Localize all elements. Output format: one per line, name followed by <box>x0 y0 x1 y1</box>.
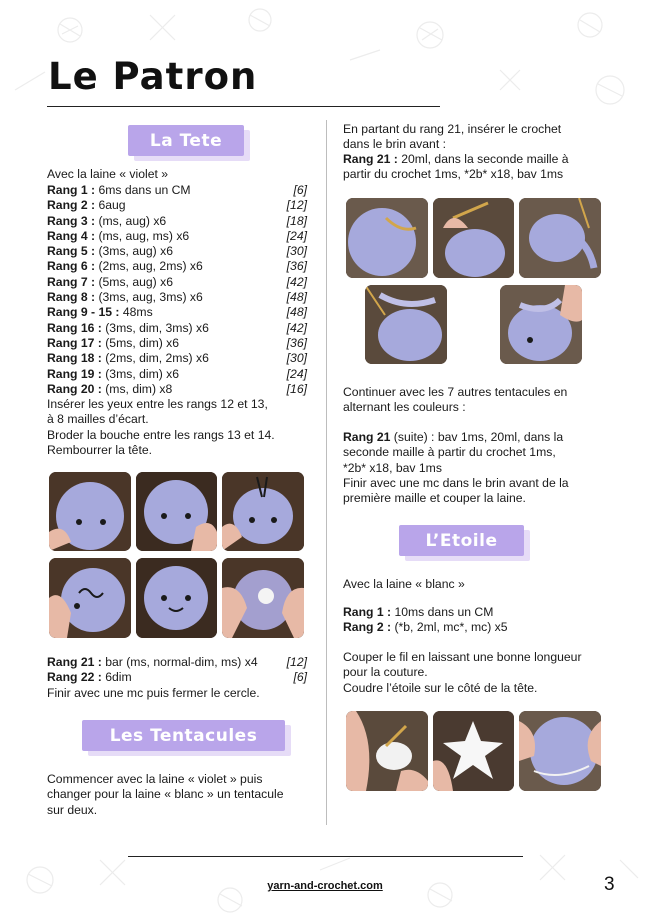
photo-head-front <box>49 472 131 551</box>
photo-tentacle-5 <box>500 285 582 364</box>
row-label: Rang 2 : <box>47 198 96 213</box>
row-instruction <box>47 290 203 305</box>
row-instruction <box>47 305 153 320</box>
row-label: Rang 21 : <box>47 655 102 669</box>
row-instruction <box>47 351 209 366</box>
row-stitch-count: [48] <box>286 290 307 305</box>
page-number: 3 <box>604 874 615 895</box>
row-label: Rang 1 : <box>343 605 392 619</box>
row-stitch-count: [24] <box>286 366 307 381</box>
pattern-row <box>47 655 307 670</box>
text-line: alternant les couleurs : <box>343 400 466 415</box>
row-instruction <box>47 198 126 213</box>
section-badge-etoile <box>399 525 524 556</box>
pattern-row <box>343 620 613 635</box>
pattern-row <box>47 321 307 336</box>
text-line: pour la couture. <box>343 665 428 680</box>
pattern-row <box>47 336 307 351</box>
photo-head-stuffing <box>222 472 304 551</box>
text-line <box>343 430 613 445</box>
tentacule-rang-21-suite <box>343 430 613 476</box>
row-instruction <box>47 214 166 229</box>
row-stitch-count: [6] <box>293 670 307 685</box>
photo-star-2 <box>433 711 514 791</box>
tete-rows-after-list <box>47 655 307 686</box>
text-line: seconde maille à partir du crochet 1ms, <box>343 445 556 460</box>
text-line: changer pour la laine « blanc » un tentacule <box>47 787 284 802</box>
row-text: 48ms <box>119 305 153 320</box>
text-line: Commencer avec la laine « violet » puis <box>47 772 263 786</box>
pattern-row <box>47 259 307 274</box>
row-text: 6dim <box>101 670 132 685</box>
section-heading-tentacules: Les Tentacules <box>82 720 285 751</box>
row-label: Rang 16 : <box>47 320 102 335</box>
row-label: Rang 22 : <box>47 670 102 685</box>
photo-tentacle-1 <box>346 198 428 278</box>
website-link[interactable]: yarn-and-crochet.com <box>267 880 383 892</box>
row-text: (3ms, dim, 3ms) x6 <box>101 320 209 335</box>
pattern-row <box>47 670 307 685</box>
row-stitch-count: [30] <box>286 351 307 366</box>
text-line <box>343 152 613 167</box>
row-instruction <box>343 605 493 620</box>
row-stitch-count: [6] <box>293 183 307 197</box>
text-line: Continuer avec les 7 autres tentacules en <box>343 385 568 399</box>
row-stitch-count: [12] <box>286 198 307 213</box>
row-label: Rang 18 : <box>47 351 102 366</box>
row-text: (5ms, aug) x6 <box>95 274 173 289</box>
row-text: (3ms, dim) x6 <box>101 366 180 381</box>
section-badge-tentacules <box>82 720 285 751</box>
tete-intro: Avec la laine « violet » <box>47 167 169 181</box>
row-text: (3ms, aug, 3ms) x6 <box>95 290 203 305</box>
photo-head-eyes <box>136 472 217 551</box>
tete-finish: Finir avec une mc puis fermer le cercle. <box>47 686 260 700</box>
pattern-row <box>47 367 307 382</box>
section-heading-etoile: L’Etoile <box>399 525 524 556</box>
text-line: dans le brin avant : <box>343 137 446 152</box>
row-text: (ms, aug, ms) x6 <box>95 228 190 243</box>
photo-star-1 <box>346 711 428 791</box>
page-title: Le Patron <box>48 55 258 98</box>
row-stitch-count: [36] <box>286 335 307 350</box>
text-line: *2b* x18, bav 1ms <box>343 460 442 475</box>
photo-tentacle-4 <box>365 285 447 364</box>
row-label: Rang 6 : <box>47 259 96 274</box>
section-badge-tete <box>128 125 244 156</box>
row-stitch-count: [30] <box>286 244 307 259</box>
row-text: (*b, 2ml, mc*, mc) x5 <box>391 620 508 635</box>
etoile-rows-list <box>343 605 613 636</box>
row-text: (5ms, dim) x6 <box>101 335 180 350</box>
row-instruction <box>47 670 132 685</box>
tete-rows-list <box>47 183 307 397</box>
row-label: Rang 21 : <box>343 152 398 166</box>
row-stitch-count: [42] <box>286 320 307 335</box>
pattern-row <box>47 198 307 213</box>
footer-divider <box>128 856 523 857</box>
row-stitch-count: [36] <box>286 259 307 274</box>
text-line: Couper le fil en laissant une bonne longueur <box>343 650 582 664</box>
row-stitch-count: [16] <box>286 381 307 396</box>
row-instruction <box>47 321 209 336</box>
row-instruction <box>47 275 173 290</box>
text-line: à 8 mailles d’écart. <box>47 412 149 427</box>
tentacules-intro <box>47 772 317 818</box>
row-instruction <box>47 244 173 259</box>
row-text: 10ms dans un CM <box>391 605 494 619</box>
tentacule-insert-instructions <box>343 122 613 153</box>
text-line: Rembourrer la tête. <box>47 443 152 458</box>
row-label: Rang 20 : <box>47 381 102 396</box>
row-label: Rang 8 : <box>47 290 96 305</box>
row-label: Rang 9 - 15 : <box>47 305 120 320</box>
row-instruction <box>343 620 508 635</box>
row-label: Rang 1 : <box>47 183 96 197</box>
row-instruction <box>47 655 258 670</box>
text-line: Broder la bouche entre les rangs 13 et 14. <box>47 427 275 442</box>
photo-tentacle-3 <box>519 198 601 278</box>
pattern-row <box>47 275 307 290</box>
row-label: Rang 7 : <box>47 274 96 289</box>
pattern-row <box>47 229 307 244</box>
text-line: sur deux. <box>47 802 98 817</box>
row-text: (2ms, dim, 2ms) x6 <box>101 351 209 366</box>
row-instruction <box>47 229 189 244</box>
pattern-row <box>47 351 307 366</box>
text-line: Insérer les yeux entre les rangs 12 et 13, <box>47 397 268 411</box>
text-line: première maille et couper la laine. <box>343 491 526 506</box>
row-instruction <box>47 259 203 274</box>
text-line: Coudre l’étoile sur le côté de la tête. <box>343 680 538 695</box>
tentacule-rang-21 <box>343 152 613 183</box>
tete-notes <box>47 397 317 459</box>
row-label: Rang 2 : <box>343 620 392 635</box>
row-instruction <box>47 183 191 198</box>
text-line: partir du crochet 1ms, *2b* x18, bav 1ms <box>343 167 564 182</box>
column-divider <box>326 120 327 825</box>
photo-star-3 <box>519 711 601 791</box>
row-label: Rang 5 : <box>47 244 96 259</box>
pattern-row <box>47 382 307 397</box>
photo-tentacle-2 <box>433 198 514 278</box>
row-label: Rang 4 : <box>47 228 96 243</box>
row-instruction <box>47 336 179 351</box>
row-label: Rang 17 : <box>47 335 102 350</box>
row-text: (ms, dim) x8 <box>101 381 173 396</box>
row-text: bar (ms, normal-dim, ms) x4 <box>101 655 258 669</box>
text-line: Finir avec une mc dans le brin avant de la <box>343 476 569 490</box>
row-text: (3ms, aug) x6 <box>95 244 173 259</box>
etoile-notes <box>343 650 618 696</box>
row-stitch-count: [24] <box>286 228 307 243</box>
row-text: (2ms, aug, 2ms) x6 <box>95 259 203 274</box>
pattern-row <box>343 605 613 620</box>
row-stitch-count: [18] <box>286 213 307 228</box>
row-stitch-count: [12] <box>286 655 307 669</box>
row-instruction <box>47 382 172 397</box>
photo-head-closing <box>222 558 304 638</box>
title-divider <box>47 106 440 107</box>
tentacule-finish <box>343 476 613 507</box>
pattern-row <box>47 183 307 198</box>
row-instruction <box>47 367 179 382</box>
text-line: En partant du rang 21, insérer le crochet <box>343 122 562 136</box>
row-text: (ms, aug) x6 <box>95 213 167 228</box>
pattern-row <box>47 290 307 305</box>
row-text: (suite) : bav 1ms, 20ml, dans la <box>390 430 564 444</box>
photo-head-mouth-embroidery <box>49 558 131 638</box>
photo-head-smile <box>136 558 217 638</box>
row-stitch-count: [48] <box>286 305 307 320</box>
row-text: 20ml, dans la seconde maille à <box>397 152 569 166</box>
pattern-row <box>47 244 307 259</box>
row-label: Rang 3 : <box>47 213 96 228</box>
row-label: Rang 21 <box>343 430 391 444</box>
section-heading-tete: La Tete <box>128 125 244 156</box>
tentacule-continue <box>343 385 613 416</box>
row-text: 6ms dans un CM <box>95 183 191 197</box>
row-stitch-count: [42] <box>286 274 307 289</box>
row-label: Rang 19 : <box>47 366 102 381</box>
pattern-row <box>47 305 307 320</box>
etoile-intro: Avec la laine « blanc » <box>343 577 465 591</box>
row-text: 6aug <box>95 198 126 213</box>
pattern-row <box>47 214 307 229</box>
